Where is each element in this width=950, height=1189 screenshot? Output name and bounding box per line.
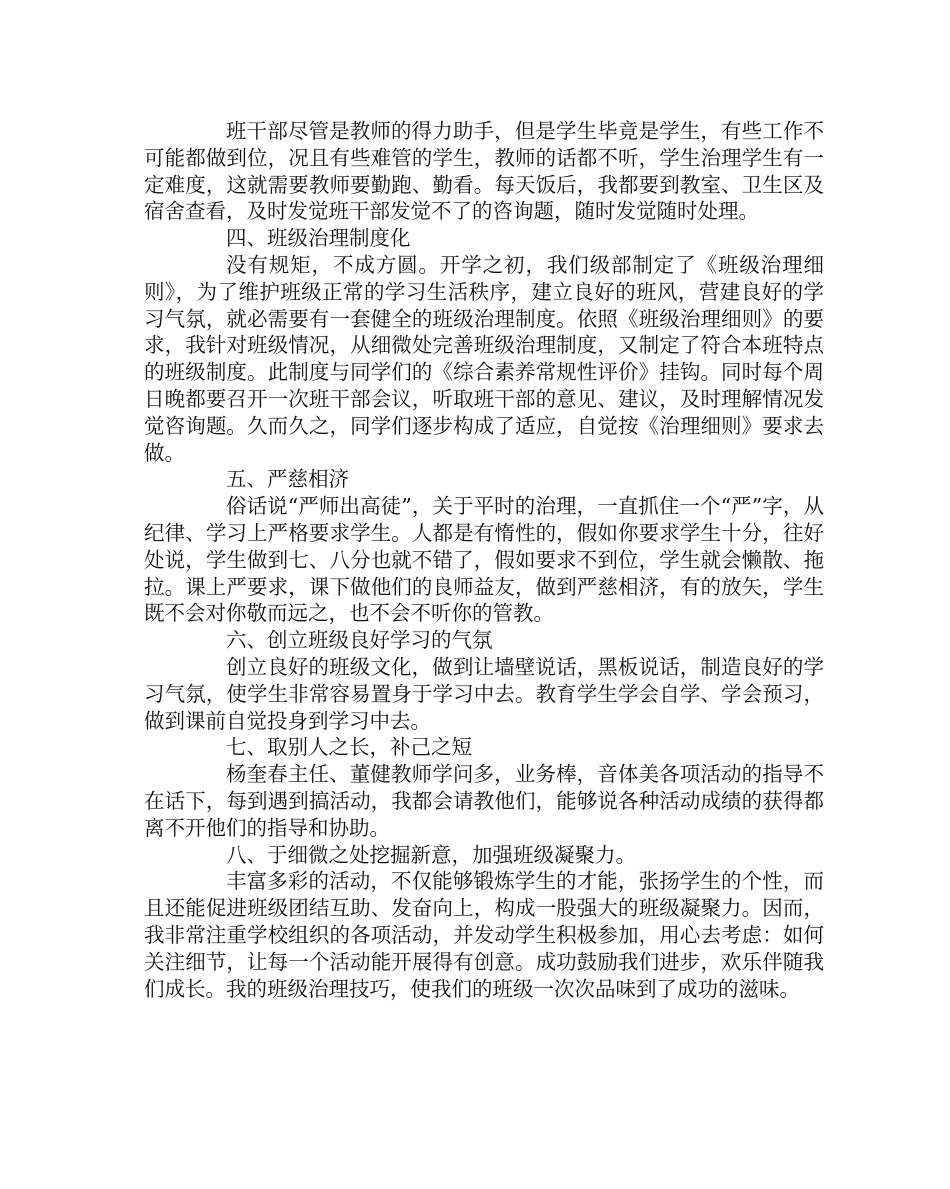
- paragraph-atmosphere: 创立良好的班级文化，做到让墙壁说话，黑板说话，制造良好的学习气氛，使学生非常容易置身于学习中去。教育学生学会自学、学会预习，做到课前自觉投身到学习中去。: [144, 654, 824, 733]
- paragraph-rules: 没有规矩，不成方圆。开学之初，我们级部制定了《班级治理细则》，为了维护班级正常的学习生活秩序，建立良好的班风，营建良好的学习气氛，就必需要有一套健全的班级治理制度。依照《班级治理细则》的要求，我针对班级情况，从细微处完善班级治理制度，又制定了符合本班特点的班级制度。此制度与同学们的《综合素养常规性评价》挂钩。同时每个周日晚都要召开一次班干部会议，听取班干部的意见、建议，及时理解情况发觉咨询题。久而久之，同学们逐步构成了适应，自觉按《治理细则》要求去做。: [144, 252, 824, 465]
- document-body: [144, 118, 824, 1002]
- section-heading-6: 六、创立班级良好学习的气氛: [226, 628, 493, 653]
- paragraph-learn-from-others: 杨奎春主任、董健教师学问多，业务棒，音体美各项活动的指导不在话下，每到遇到搞活动，我都会请教他们，能够说各种活动成绩的获得都离不开他们的指导和协助。: [144, 762, 824, 840]
- paragraph-class-cadres: 班干部尽管是教师的得力助手，但是学生毕竟是学生，有些工作不可能都做到位，况且有些难管的学生，教师的话都不听，学生治理学生有一定难度，这就需要教师要勤跑、勤看。每天饭后，我都要到教室、卫生区及宿舍查看，及时发觉班干部发觉不了的咨询题，随时发觉随时处理。: [144, 119, 824, 224]
- paragraph-activities: 丰富多彩的活动，不仅能够锻炼学生的才能，张扬学生的个性，而且还能促进班级团结互助、发奋向上，构成一股强大的班级凝聚力。因而，我非常注重学校组织的各项活动，并发动学生积极参加，用心去考虑：如何关注细节，让每一个活动能开展得有创意。成功鼓励我们进步，欢乐伴随我们成长。我的班级治理技巧，使我们的班级一次次品味到了成功的滋味。: [144, 869, 824, 1001]
- paragraph-strict-kind: 俗话说“严师出高徒”，关于平时的治理，一直抓住一个“严”字，从纪律、学习上严格要求学生。人都是有惰性的，假如你要求学生十分，往好处说，学生做到七、八分也就不错了，假如要求不到位，学生就会懒散、拖拉。课上严要求，课下做他们的良师益友，做到严慈相济，有的放矢，学生既不会对你敬而远之，也不会不听你的管教。: [144, 494, 824, 626]
- section-heading-7: 七、取别人之长，补己之短: [226, 735, 472, 760]
- section-heading-5: 五、严慈相济: [226, 467, 349, 492]
- section-heading-8: 八、于细微之处挖掘新意，加强班级凝聚力。: [226, 842, 636, 867]
- section-heading-4: 四、班级治理制度化: [226, 226, 411, 251]
